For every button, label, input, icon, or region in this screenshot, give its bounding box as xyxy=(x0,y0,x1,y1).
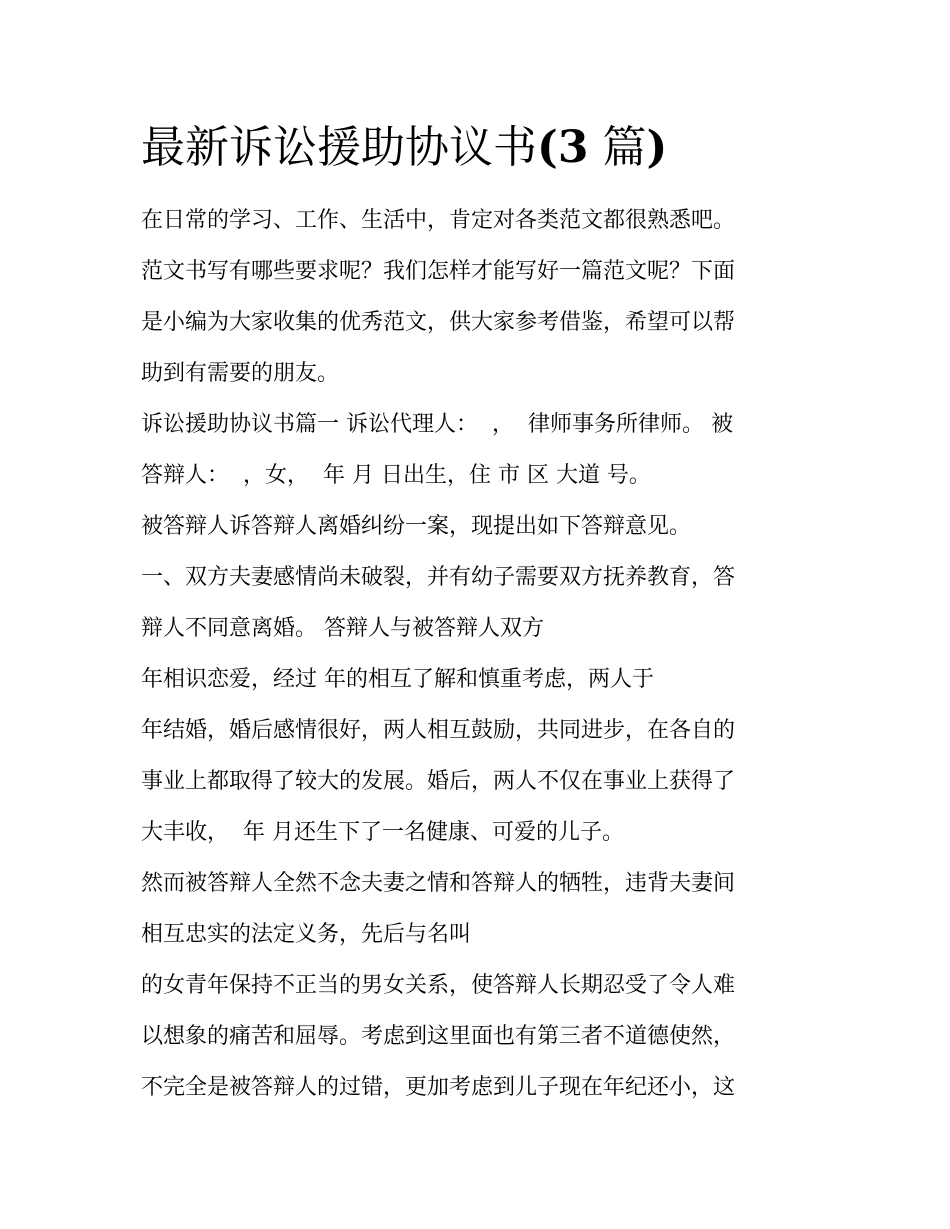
body-line: 在日常的学习、工作、生活中，肯定对各类范文都很熟悉吧。 xyxy=(141,208,736,233)
body-line: 是小编为大家收集的优秀范文，供大家参考借鉴，希望可以帮 xyxy=(141,310,736,335)
body-line: 一、双方夫妻感情尚未破裂，并有幼子需要双方抚养教育，答 xyxy=(141,565,736,590)
body-line: 不完全是被答辩人的过错，更加考虑到儿子现在年纪还小，这 xyxy=(141,1075,736,1100)
body-line: 大丰收， 年 月还生下了一名健康、可爱的儿子。 xyxy=(141,820,624,845)
body-line: 辩人不同意离婚。 答辩人与被答辩人双方 xyxy=(141,616,544,641)
body-line: 年结婚，婚后感情很好，两人相互鼓励，共同进步，在各自的 xyxy=(141,718,736,743)
title-count: 3 xyxy=(557,122,589,173)
title-paren-close: ) xyxy=(646,122,668,173)
body-line: 年相识恋爱，经过 年的相互了解和慎重考虑，两人于 xyxy=(141,667,654,692)
body-line: 诉讼援助协议书篇一 诉讼代理人： ， 律师事务所律师。 被 xyxy=(141,412,733,437)
body-line: 答辩人： ，女， 年 月 日出生，住 市 区 大道 号。 xyxy=(141,463,651,488)
body-line: 的女青年保持不正当的男女关系，使答辩人长期忍受了令人难 xyxy=(141,973,736,998)
body-line: 以想象的痛苦和屈辱。考虑到这里面也有第三者不道德使然， xyxy=(141,1024,736,1049)
body-line: 被答辩人诉答辩人离婚纠纷一案，现提出如下答辩意见。 xyxy=(141,514,692,539)
body-line: 相互忠实的法定义务，先后与名叫 xyxy=(141,922,472,947)
body-line: 范文书写有哪些要求呢？我们怎样才能写好一篇范文呢？下面 xyxy=(141,259,736,284)
title-text: 最新诉讼援助协议书 xyxy=(141,122,537,173)
body-line: 然而被答辩人全然不念夫妻之情和答辩人的牺牲，违背夫妻间 xyxy=(141,871,736,896)
title-suffix: 篇 xyxy=(588,122,647,173)
document-title xyxy=(141,118,667,178)
body-line: 事业上都取得了较大的发展。婚后，两人不仅在事业上获得了 xyxy=(141,769,736,794)
body-line: 助到有需要的朋友。 xyxy=(141,361,340,386)
title-paren-open: ( xyxy=(537,122,558,173)
